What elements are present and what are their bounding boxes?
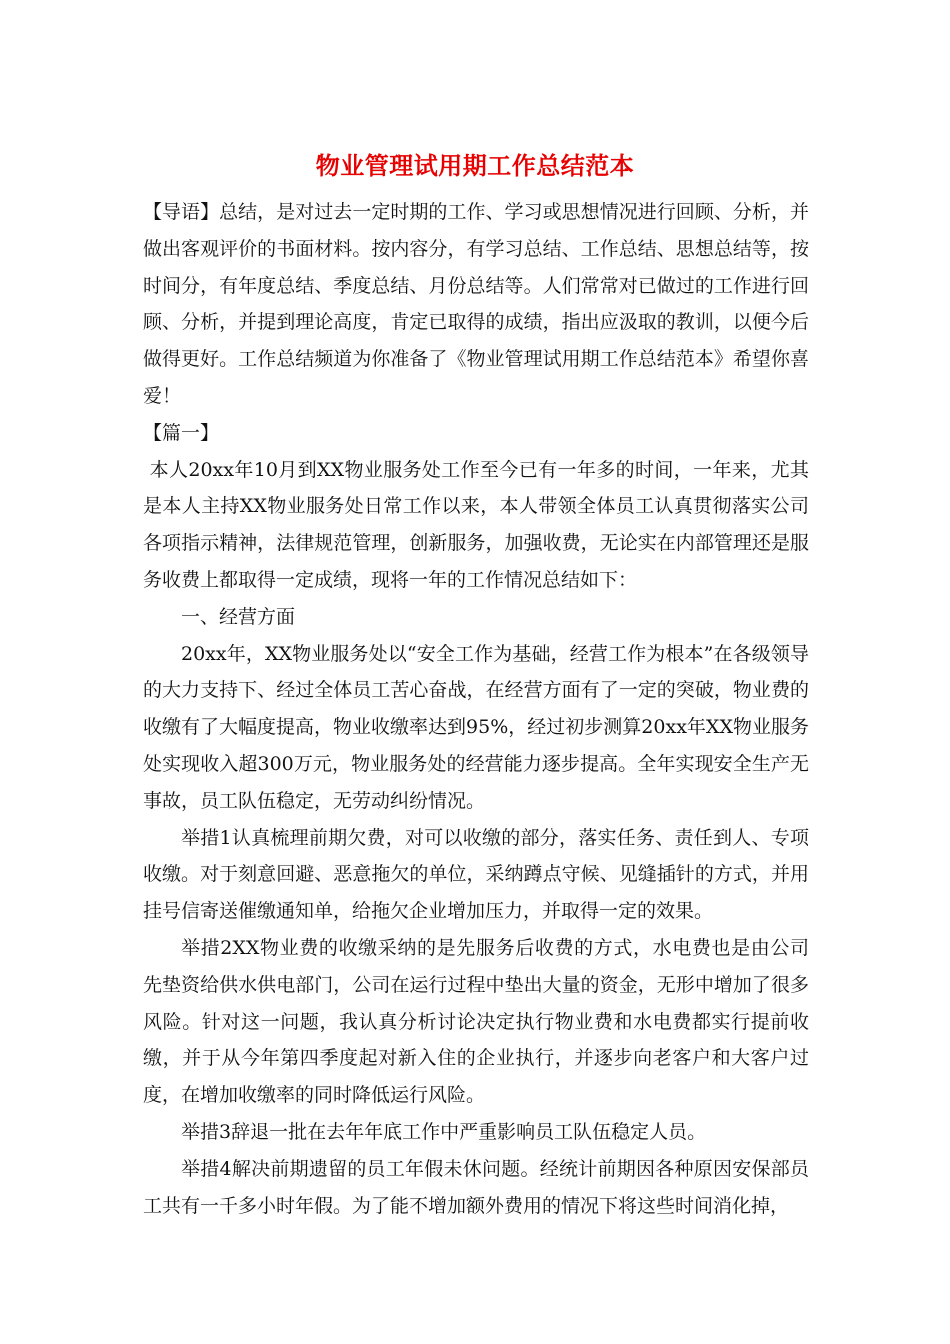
body-paragraph: 20xx年，XX物业服务处以“安全工作为基础，经营工作为根本”在各级领导的大力支持下、经过全体员工苦心奋战，在经营方面有了一定的突破，物业费的收缴有了大幅度提高，物业收缴率达到95%，经过初步测算20xx年XX物业服务处实现收入超300万元，物业服务处的经营能力逐步提高。全年实现安全生产无事故，员工队伍稳定，无劳动纠纷情况。 [143,642,809,812]
intro-paragraph: 【导语】总结，是对过去一定时期的工作、学习或思想情况进行回顾、分析，并做出客观评价的书面材料。按内容分，有学习总结、工作总结、思想总结等，按时间分，有年度总结、季度总结、月份总结等。人们常常对已做过的工作进行回顾、分析，并提到理论高度，肯定已取得的成绩，指出应汲取的教训，以便今后做得更好。工作总结频道为你准备了《物业管理试用期工作总结范本》希望你喜爱！ [143,201,809,407]
body-paragraph: 举措2XX物业费的收缴采纳的是先服务后收费的方式，水电费也是由公司先垫资给供水供电部门，公司在运行过程中垫出大量的资金，无形中增加了很多风险。针对这一问题，我认真分析讨论决定执行物业费和水电费都实行提前收缴，并于从今年第四季度起对新入住的企业执行，并逐步向老客户和大客户过度，在增加收缴率的同时降低运行风险。 [143,936,809,1107]
document-body [143,194,809,1224]
body-paragraph: 举措1认真梳理前期欠费，对可以收缴的部分，落实任务、责任到人、专项收缴。对于刻意回避、恶意拖欠的单位，采纳蹲点守候、见缝插针的方式，并用挂号信寄送催缴通知单，给拖欠企业增加压力，并取得一定的效果。 [143,826,809,923]
body-paragraph: 举措3辞退一批在去年年底工作中严重影响员工队伍稳定人员。 [181,1120,707,1143]
page-title: 物业管理试用期工作总结范本 [315,151,635,180]
body-paragraph: 举措4解决前期遗留的员工年假未休问题。经统计前期因各种原因安保部员工共有一千多小时年假。为了能不增加额外费用的情况下将这些时间消化掉， [143,1157,809,1217]
body-paragraph: 本人20xx年10月到XX物业服务处工作至今已有一年多的时间，一年来，尤其是本人主持XX物业服务处日常工作以来，本人带领全体员工认真贯彻落实公司各项指示精神，法律规范管理，创新服务，加强收费，无论实在内部管理还是服务收费上都取得一定成绩，现将一年的工作情况总结如下： [143,458,809,591]
section-heading: 一、经营方面 [181,605,296,628]
section-label: 【篇一】 [143,421,220,444]
